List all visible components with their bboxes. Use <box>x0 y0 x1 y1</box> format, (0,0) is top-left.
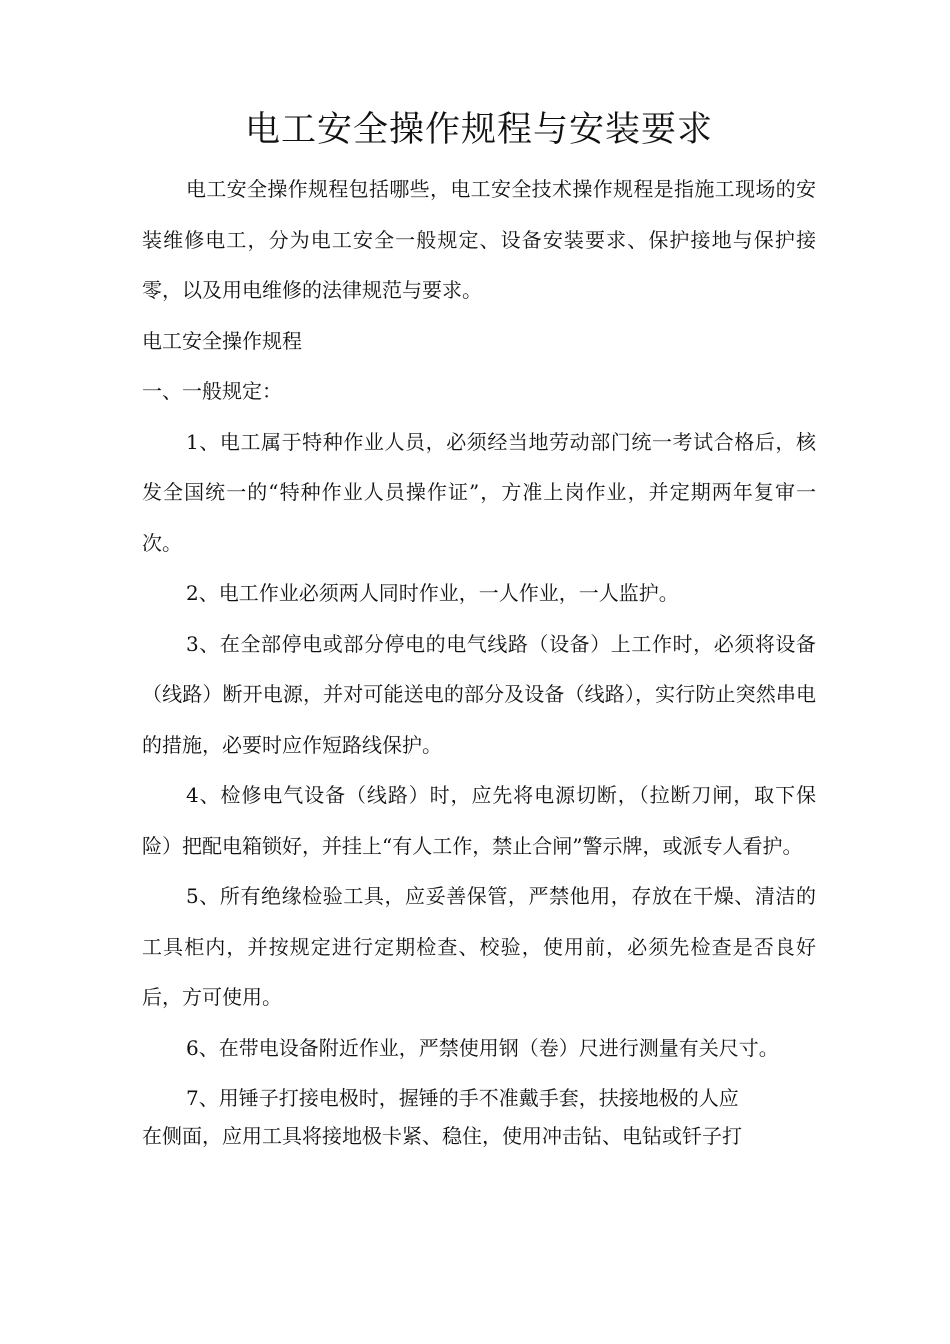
rule-item-4: 4、检修电气设备（线路）时，应先将电源切断，（拉断刀闸，取下保险）把配电箱锁好，并挂上“有人工作，禁止合闸”警示牌，或派专人看护。 <box>142 783 816 858</box>
rule-item-7-line-2: 在侧面，应用工具将接地极卡紧、稳住，使用冲击钻、电钻或钎子打 <box>142 1124 742 1148</box>
document-page <box>142 96 816 1151</box>
document-title: 电工安全操作规程与安装要求 <box>244 110 713 150</box>
section-heading: 电工安全操作规程 <box>142 328 302 353</box>
rule-item-2: 2、电工作业必须两人同时作业，一人作业，一人监护。 <box>186 581 679 605</box>
rule-item-3: 3、在全部停电或部分停电的电气线路（设备）上工作时，必须将设备（线路）断开电源，并对可能送电的部分及设备（线路），实行防止突然串电的措施，必要时应作短路线保护。 <box>142 631 816 757</box>
rule-item-1: 1、电工属于特种作业人员，必须经当地劳动部门统一考试合格后，核发全国统一的“特种作业人员操作证”，方准上岗作业，并定期两年复审一次。 <box>142 429 816 555</box>
subsection-heading: 一、一般规定： <box>142 379 282 403</box>
intro-paragraph: 电工安全操作规程包括哪些，电工安全技术操作规程是指施工现场的安装维修电工，分为电工安全一般规定、设备安装要求、保护接地与保护接零，以及用电维修的法律规范与要求。 <box>142 177 816 302</box>
rule-item-7-line-1: 7、用锤子打接电极时，握锤的手不准戴手套，扶接地极的人应 <box>186 1086 739 1110</box>
rule-item-6: 6、在带电设备附近作业，严禁使用钢（卷）尺进行测量有关尺寸。 <box>186 1035 779 1060</box>
rule-item-5: 5、所有绝缘检验工具，应妥善保管，严禁他用，存放在干燥、清洁的工具柜内，并按规定进行定期检查、校验，使用前，必须先检查是否良好后，方可使用。 <box>142 884 816 1009</box>
